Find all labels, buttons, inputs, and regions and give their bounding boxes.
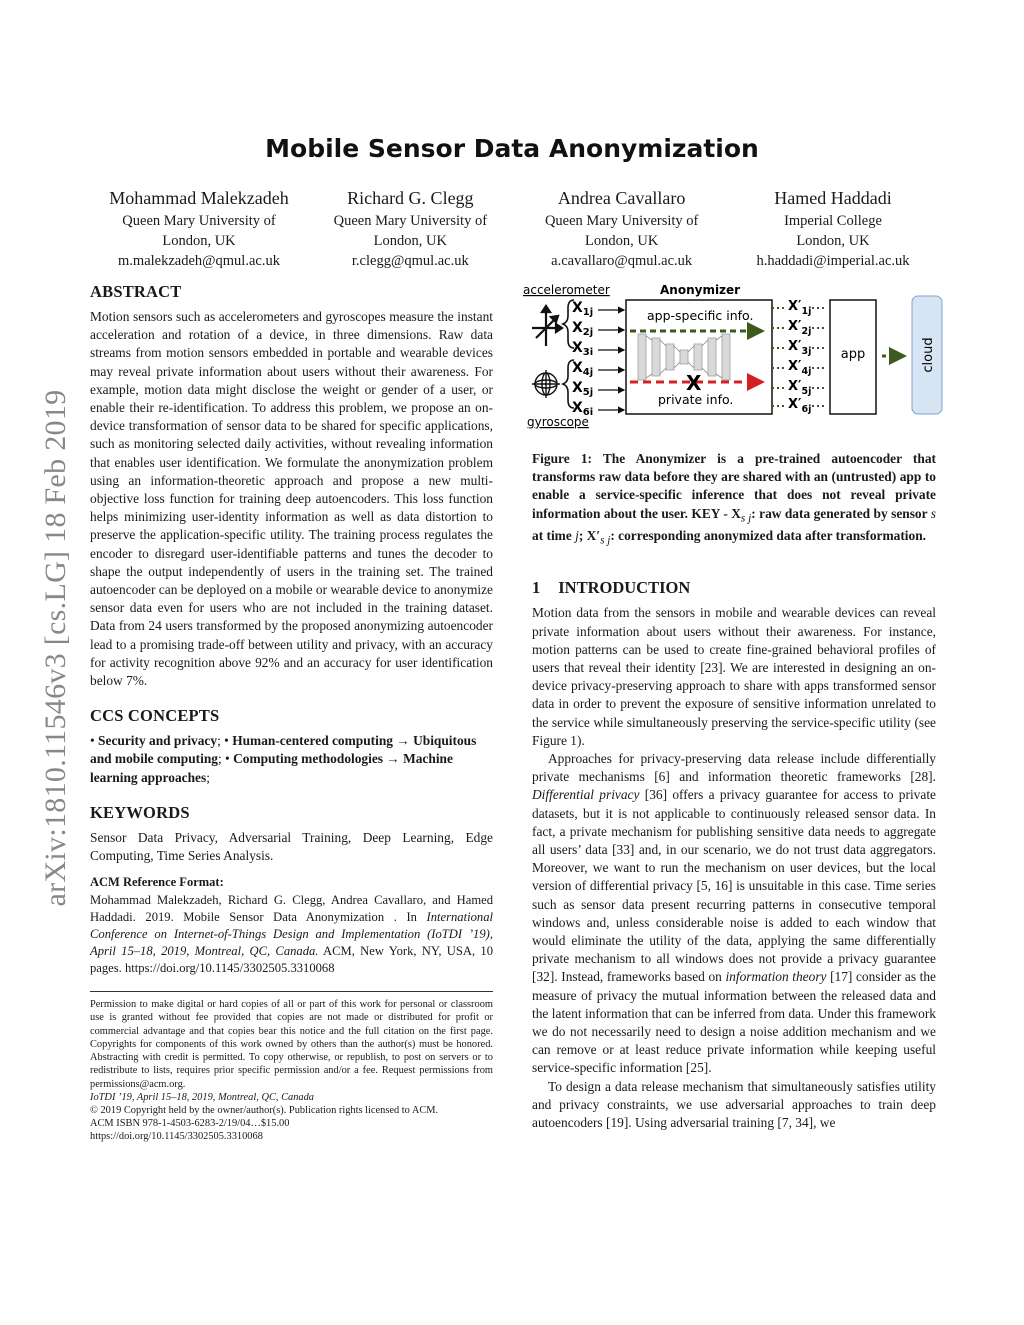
private-info-label: private info. <box>658 392 734 407</box>
acm-ref-text <box>90 892 493 977</box>
keywords-heading: KEYWORDS <box>90 802 190 822</box>
input-label: $X_{1j}$ <box>572 300 594 318</box>
text-run: [17] consider as the measure of privacy the mutual information between the released data and the latent information that can be inferred from data. Under this framework we do not necessarily need to design a noise addition mechanism and we can remove or at least reduce private information while keeping useful service-specific information [25]. <box>532 969 936 1076</box>
intro-paragraph <box>532 750 936 1078</box>
author-location: London, UK <box>796 233 870 249</box>
section-title: INTRODUCTION <box>558 578 691 598</box>
author-affiliation: Queen Mary University of <box>544 213 699 229</box>
keywords-text: Sensor Data Privacy, Adversarial Training, Deep Learning, Edge Computing, Time Series Analysis. <box>90 829 493 864</box>
ccs-concepts: • Security and privacy; • Human-centered computing → Ubiquitous and mobile computing; • Computing methodologies → Machine learning approaches; <box>90 733 477 785</box>
input-label: $X_{3i}$ <box>572 340 594 358</box>
text-run: Approaches for privacy-preserving data release include differentially private mechanisms [6] and information theoretic frameworks [28]. <box>532 750 936 785</box>
author-name: Richard G. Clegg <box>347 188 474 208</box>
anonymizer-label: Anonymizer <box>660 283 741 297</box>
app-label: app <box>840 347 866 362</box>
cloud-label: cloud <box>921 337 936 373</box>
caption-text: : corresponding anonymized data after transformation. <box>610 528 927 544</box>
ccs-heading: CCS CONCEPTS <box>90 706 220 726</box>
block-mark-icon: X <box>686 371 702 395</box>
input-label: $X_{5j}$ <box>572 380 594 398</box>
author-location: London, UK <box>585 233 659 249</box>
author-affiliation: Imperial College <box>784 213 882 229</box>
ccs-item: Security and privacy <box>98 733 218 749</box>
right-column <box>532 450 936 1132</box>
output-label: $X'_{1j}$ <box>788 299 812 317</box>
author-block <box>519 186 725 271</box>
caption-text: at time <box>532 528 572 544</box>
accelerometer-icon <box>532 306 562 346</box>
acm-ref-authors: Mohammad Malekzadeh, Richard G. Clegg, Andrea Cavallaro, and Hamed Haddadi. 2019. Mobile Sensor Data Anonymization . In <box>90 893 493 925</box>
caption-text: ; X′ <box>578 528 601 544</box>
input-label: $X_{6i}$ <box>572 400 594 418</box>
anonymizer-diagram <box>522 280 946 430</box>
output-label: $X'_{2j}$ <box>788 319 812 337</box>
gyroscope-label: gyroscope <box>527 415 589 429</box>
output-variables <box>788 299 811 415</box>
author-name: Hamed Haddadi <box>774 188 892 208</box>
caption-var: s <box>930 505 936 521</box>
accelerometer-label: accelerometer <box>523 283 610 297</box>
input-variables <box>572 300 593 418</box>
output-label: $X'_{6j}$ <box>788 397 812 415</box>
intro-paragraph: To design a data release mechanism that simultaneously satisfies utility and privacy constraints, we use adversarial approaches to train deep autoencoders [19]. Using adversarial training [7, 34], we <box>532 1078 936 1131</box>
input-arrows <box>598 310 624 410</box>
caption-subscript: s j <box>740 512 752 525</box>
doi-link[interactable]: https://doi.org/10.1145/3302505.3310068 <box>90 1131 263 1143</box>
author-email[interactable]: r.clegg@qmul.ac.uk <box>351 253 469 269</box>
author-name: Mohammad Malekzadeh <box>109 188 289 208</box>
section-number: 1 <box>532 578 541 598</box>
arxiv-stamp: arXiv:1810.11546v3 [cs.LG] 18 Feb 2019 <box>39 389 72 907</box>
abstract-text: Motion sensors such as accelerometers and gyroscopes measure the instant acceleration and rotation of a device, in three dimensions. Raw data streams from motion sensors embedded in portable and wearable devices may reveal private information about users without their awareness. For example, motion data might disclose the weight or gender of a user, or enable their re-identification. To address this problem, we propose an on-device transformation of sensor data to be shared for specific applications, such as monitoring selected daily activities, without revealing information that enables user identification. We formulate the anonymization problem using an information-theoretic approach and propose a new multi-objective loss function for training deep autoencoders. This loss function helps minimizing user-identity information as well as data distortion to preserve the application-specific utility. The training process regulates the encoder to disregard user-identifiable patterns and tunes the decoder to shape the output independently of users in the training set. The trained autoencoder can be deployed on a mobile or wearable device to anonymize sensor data even for users who are not included in the training dataset. Data from 24 users transformed by the proposed anonymizing autoencoder lead to a promising trade-off between utility and privacy, with an accuracy for activity recognition above 92% and an accuracy for user identification below 7%. <box>90 309 493 689</box>
isbn-line: ACM ISBN 978-1-4503-6283-2/19/04…$15.00 <box>90 1118 290 1130</box>
output-label: $X'_{3j}$ <box>788 339 812 357</box>
abstract-heading: ABSTRACT <box>90 282 182 301</box>
author-affiliation: Queen Mary University of <box>333 213 488 229</box>
app-specific-label: app-specific info. <box>647 308 754 323</box>
ccs-item: Human-centered computing → Ubiquitous and mobile computing <box>90 733 477 767</box>
author-list <box>96 186 936 271</box>
caption-text: Figure 1: The Anonymizer is a pre-trained autoencoder that transforms raw data before they are shared with an (untrusted) app to enable a service-specific inference that does not reveal private information about the user. KEY - X <box>532 451 936 521</box>
author-email[interactable]: m.malekzadeh@qmul.ac.uk <box>118 253 280 269</box>
caption-var: j <box>575 528 579 544</box>
author-block <box>96 186 302 271</box>
acm-ref-venue: International Conference on Internet-of-Things Design and Implementation (IoTDI ’19), April 15–18, 2019, Montreal, QC, Canada. <box>90 910 493 959</box>
author-location: London, UK <box>162 233 236 249</box>
output-label: $X'_{5j}$ <box>788 379 812 397</box>
text-run: [36] offers a privacy guarantee for access to private datasets, but it is not applicable to continuously released sensor data. In fact, a private mechanism for publishing sensitive data needs to aggregate all users’ data [33] and, in our scenario, we do not trust data aggregators. Moreover, we want to run the mechanism on user devices, but the local version of differential privacy [5, 16] is unsuitable in this case. Time series such as sensor data present recurring patterns in consecutive temporal windows and, unless considerable noise is added to each window that would eliminate the utility of the data, applying the same differentially private mechanism to all windows does not provide a privacy guarantee [32]. Instead, frameworks based on <box>532 787 936 985</box>
input-label: $X_{4j}$ <box>572 360 594 378</box>
author-name: Andrea Cavallaro <box>557 188 686 208</box>
author-block <box>730 186 936 271</box>
author-affiliation: Queen Mary University of <box>122 213 276 229</box>
paper-title: Mobile Sensor Data Anonymization <box>265 134 759 163</box>
copyright-line: © 2019 Copyright held by the owner/author(s). Publication rights licensed to ACM. <box>90 1104 439 1116</box>
caption-text: : raw data generated by sensor <box>751 505 928 521</box>
ccs-item: Computing methodologies → Machine learning approaches <box>90 751 453 785</box>
left-column <box>90 282 493 1144</box>
author-email[interactable]: a.cavallaro@qmul.ac.uk <box>551 253 693 269</box>
permission-notice: Permission to make digital or hard copies of all or part of this work for personal or classroom use is granted without fee provided that copies are not made or distributed for profit or commercial advantage and that copies bear this notice and the full citation on the first page. Copyrights for components of this work owned by others than the author(s) must be honored. Abstracting with credit is permitted. To copy otherwise, or republish, to post on servers or to redistribute to lists, requires prior specific permission and/or a fee. Request permissions from permissions@acm.org. <box>90 999 493 1090</box>
intro-heading <box>532 578 936 598</box>
gyroscope-icon <box>532 370 560 398</box>
intro-paragraph: Motion data from the sensors in mobile and wearable devices can reveal private information about users without their awareness. For instance, motion patterns can be used to create fine-grained behavioral profiles of users that reveal their identity [23]. We are interested in designing an on-device privacy-preserving approach to share with apps transformed sensor data in order to prevent the exposure of sensitive information unrelated to the service while simultaneously preserving the service-specific utility (see Figure 1). <box>532 605 936 748</box>
output-label: $X'_{4j}$ <box>788 359 812 377</box>
figure-1 <box>522 280 946 430</box>
acm-ref-tail: ACM, New York, NY, USA, 10 pages. https://doi.org/10.1145/3302505.3310068 <box>90 944 493 976</box>
conference-line: IoTDI ’19, April 15–18, 2019, Montreal, QC, Canada <box>90 1091 314 1103</box>
footer-notice <box>90 991 493 1143</box>
text-emphasis: Differential privacy <box>532 787 640 803</box>
figure-caption <box>532 450 936 550</box>
input-label: $X_{2j}$ <box>572 320 594 338</box>
text-emphasis: information theory <box>725 969 827 985</box>
caption-subscript: s j <box>600 535 611 548</box>
author-location: London, UK <box>373 233 447 249</box>
author-email[interactable]: h.haddadi@imperial.ac.uk <box>756 253 910 269</box>
author-block <box>307 186 513 271</box>
acm-ref-heading: ACM Reference Format: <box>90 875 224 890</box>
